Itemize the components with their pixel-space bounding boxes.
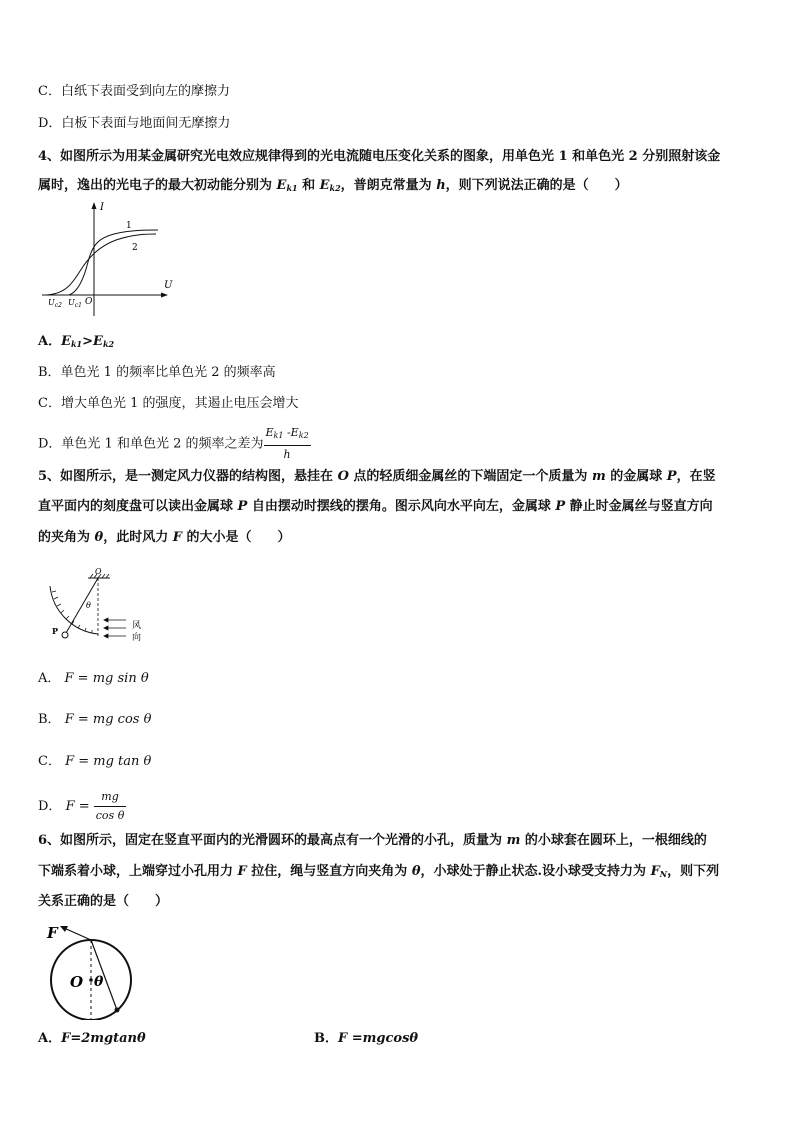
q4-a-e2: E: [93, 334, 103, 349]
q3-option-d: D．白板下表面与地面间无摩擦力: [38, 116, 231, 131]
q6-fn-letter: F: [650, 864, 660, 879]
q4-a-gt: >: [82, 334, 94, 349]
q6-b-prefix: B．: [314, 1031, 338, 1046]
curve-2: [46, 234, 156, 295]
ek1-letter: E: [276, 178, 287, 193]
q6-text-2d: ，则下列: [667, 864, 720, 879]
q5-a-prefix: A．: [38, 671, 61, 686]
curve-1-label: 1: [126, 221, 132, 231]
curve-2-label: 2: [132, 243, 138, 253]
metal-wire: [66, 578, 98, 633]
wind-meter-diagram: [40, 564, 160, 649]
planck-symbol: h: [436, 178, 446, 193]
q5-option-a: [38, 670, 149, 688]
q5-theta: θ: [94, 530, 104, 545]
angle-theta-label: θ: [86, 601, 91, 610]
q5-c-prefix: C．: [38, 754, 61, 769]
q5-a-formula: F = mg sin θ: [64, 671, 149, 686]
ring-theta-label: θ: [94, 974, 104, 990]
uc2-label: [48, 298, 62, 309]
q4-text-2c: ，普朗克常量为: [340, 178, 437, 193]
q4-option-b: B．单色光 1 的频率比单色光 2 的频率高: [38, 365, 276, 380]
q5-p2: P: [237, 499, 248, 514]
q6-a-prefix: A．: [38, 1031, 62, 1046]
q6-stem-line-3: 关系正确的是（ ）: [38, 894, 169, 909]
q5-text-2c: 静止时金属丝与竖直方向: [565, 499, 713, 514]
ek2-sub: k2: [329, 183, 341, 193]
q5-d-num: mg: [94, 788, 127, 807]
q6-m: m: [506, 833, 521, 848]
q4-option-a: [38, 333, 114, 353]
pivot-o-label: O: [95, 567, 102, 576]
q5-d-prefix: D．: [38, 799, 62, 814]
photoelectric-iu-graph: [38, 198, 178, 323]
q6-stem-line-2: [38, 863, 719, 883]
q4-option-c: C．增大单色光 1 的强度，其遏止电压会增大: [38, 396, 299, 411]
q4-a-e1-sub: k1: [71, 339, 83, 349]
q4-number: 4、: [38, 149, 61, 164]
q5-text-1a: 如图所示，是一测定风力仪器的结构图，悬挂在: [60, 469, 338, 484]
q6-text-2c: ，小球处于静止状态.设小球受支持力为: [420, 864, 651, 879]
ek1-symbol: [277, 178, 298, 193]
q4-stem-line-1: [38, 148, 720, 166]
q4-d-num-sub1: k1: [273, 431, 284, 440]
q6-option-b: [314, 1030, 418, 1048]
q6-f: F: [237, 864, 247, 879]
q5-number: 5、: [38, 469, 61, 484]
q5-b-prefix: B．: [38, 712, 61, 727]
q5-f: F: [172, 530, 182, 545]
q5-option-d: [38, 788, 126, 825]
ring-diagram: [40, 920, 140, 1020]
q5-option-b: [38, 711, 151, 729]
q3-option-c: C．白纸下表面受到向左的摩擦力: [38, 84, 230, 99]
q4-text-2a: 属时，逸出的光电子的最大初动能分别为: [38, 178, 277, 193]
q5-text-3c: 的大小是（ ）: [181, 530, 291, 545]
q6-theta: θ: [411, 864, 421, 879]
q4-text-2b: 和: [297, 178, 320, 193]
q5-text-2b: 自由摆动时摆线的摆角。图示风向水平向左，金属球: [247, 499, 556, 514]
q4-d-num-minus: -E: [283, 426, 299, 439]
q5-text-1c: 的金属球: [605, 469, 667, 484]
ek2-symbol: [320, 178, 341, 193]
q4-option-d-fraction: [264, 424, 311, 464]
i-axis-label: I: [100, 202, 104, 213]
q6-text-2b: 拉住，绳与竖直方向夹角为: [246, 864, 412, 879]
q4-option-d: [38, 424, 311, 464]
q5-text-1b: 点的轻质细金属丝的下端固定一个质量为: [348, 469, 592, 484]
uc1-letter: U: [68, 298, 75, 307]
q5-text-2a: 直平面内的刻度盘可以读出金属球: [38, 499, 238, 514]
q5-b-formula: F = mg cos θ: [64, 712, 152, 727]
q6-fn-sub: N: [659, 869, 668, 879]
uc1-label: [68, 298, 82, 309]
q4-a-e1: E: [61, 334, 72, 349]
q5-stem-line-1: [38, 468, 716, 486]
q5-text-3a: 的夹角为: [38, 530, 95, 545]
q4-text-2d: ，则下列说法正确的是（ ）: [445, 178, 628, 193]
center-point: [89, 978, 93, 982]
wind-label-2: 向: [132, 633, 142, 643]
q5-c-formula: F = mg tan θ: [65, 754, 152, 769]
ball-p-label: P: [52, 626, 59, 636]
q5-d-lhs: F =: [65, 799, 94, 814]
force-f-line: [64, 928, 91, 940]
q4-option-a-prefix: A．: [38, 334, 62, 349]
q6-fn: [651, 864, 668, 879]
q6-option-a: [38, 1030, 146, 1048]
q5-text-3b: ，此时风力: [103, 530, 173, 545]
i-axis-arrow: [92, 202, 97, 209]
q5-m: m: [591, 469, 606, 484]
u-axis-arrow: [161, 293, 168, 298]
q4-d-num-e1: E: [265, 426, 274, 439]
q5-option-c: [38, 753, 151, 771]
q6-stem-line-1: [38, 832, 707, 850]
q4-text-1: 如图所示为用某金属研究光电效应规律得到的光电流随电压变化关系的图象，用单色光 1 和单色光 2 分别照射该金: [60, 149, 721, 164]
center-o-label: O: [70, 973, 84, 991]
origin-label: O: [85, 297, 93, 307]
q4-stem-line-2: [38, 177, 628, 197]
q4-a-e2-sub: k2: [102, 339, 115, 349]
q5-p3: P: [555, 499, 566, 514]
q5-o: O: [337, 469, 349, 484]
q5-text-1d: ，在竖: [676, 469, 716, 484]
q4-d-num-sub2: k2: [298, 431, 309, 440]
u-axis-label: U: [164, 280, 173, 291]
q5-d-den: cos θ: [95, 809, 125, 822]
uc2-letter: U: [48, 298, 55, 307]
q6-b-formula: F =mgcosθ: [338, 1031, 419, 1046]
q5-p: P: [666, 469, 677, 484]
q6-text-1a: 如图所示，固定在竖直平面内的光滑圆环的最高点有一个光滑的小孔，质量为: [60, 833, 507, 848]
ek2-letter: E: [319, 178, 330, 193]
wind-arrows: [104, 618, 126, 638]
q6-text-2a: 下端系着小球，上端穿过小孔用力: [38, 864, 238, 879]
q4-d-den: h: [283, 448, 291, 461]
uc1-sub: c1: [74, 302, 82, 309]
q6-text-1b: 的小球套在圆环上，一根细线的: [520, 833, 707, 848]
q5-d-fraction: [94, 788, 127, 825]
q5-stem-line-3: [38, 529, 291, 547]
small-ball: [115, 1008, 120, 1013]
q4-option-d-prefix: D．单色光 1 和单色光 2 的频率之差为: [38, 436, 264, 452]
q6-a-formula: F=2mgtanθ: [61, 1031, 146, 1046]
q5-stem-line-2: [38, 498, 713, 516]
curve-1: [69, 230, 158, 295]
q6-number: 6、: [38, 833, 61, 848]
metal-ball-p: [62, 632, 68, 638]
wind-label-1: 风: [132, 621, 142, 631]
ek1-sub: k1: [286, 183, 298, 193]
force-f-label: F: [47, 924, 58, 942]
uc2-sub: c2: [54, 302, 62, 309]
